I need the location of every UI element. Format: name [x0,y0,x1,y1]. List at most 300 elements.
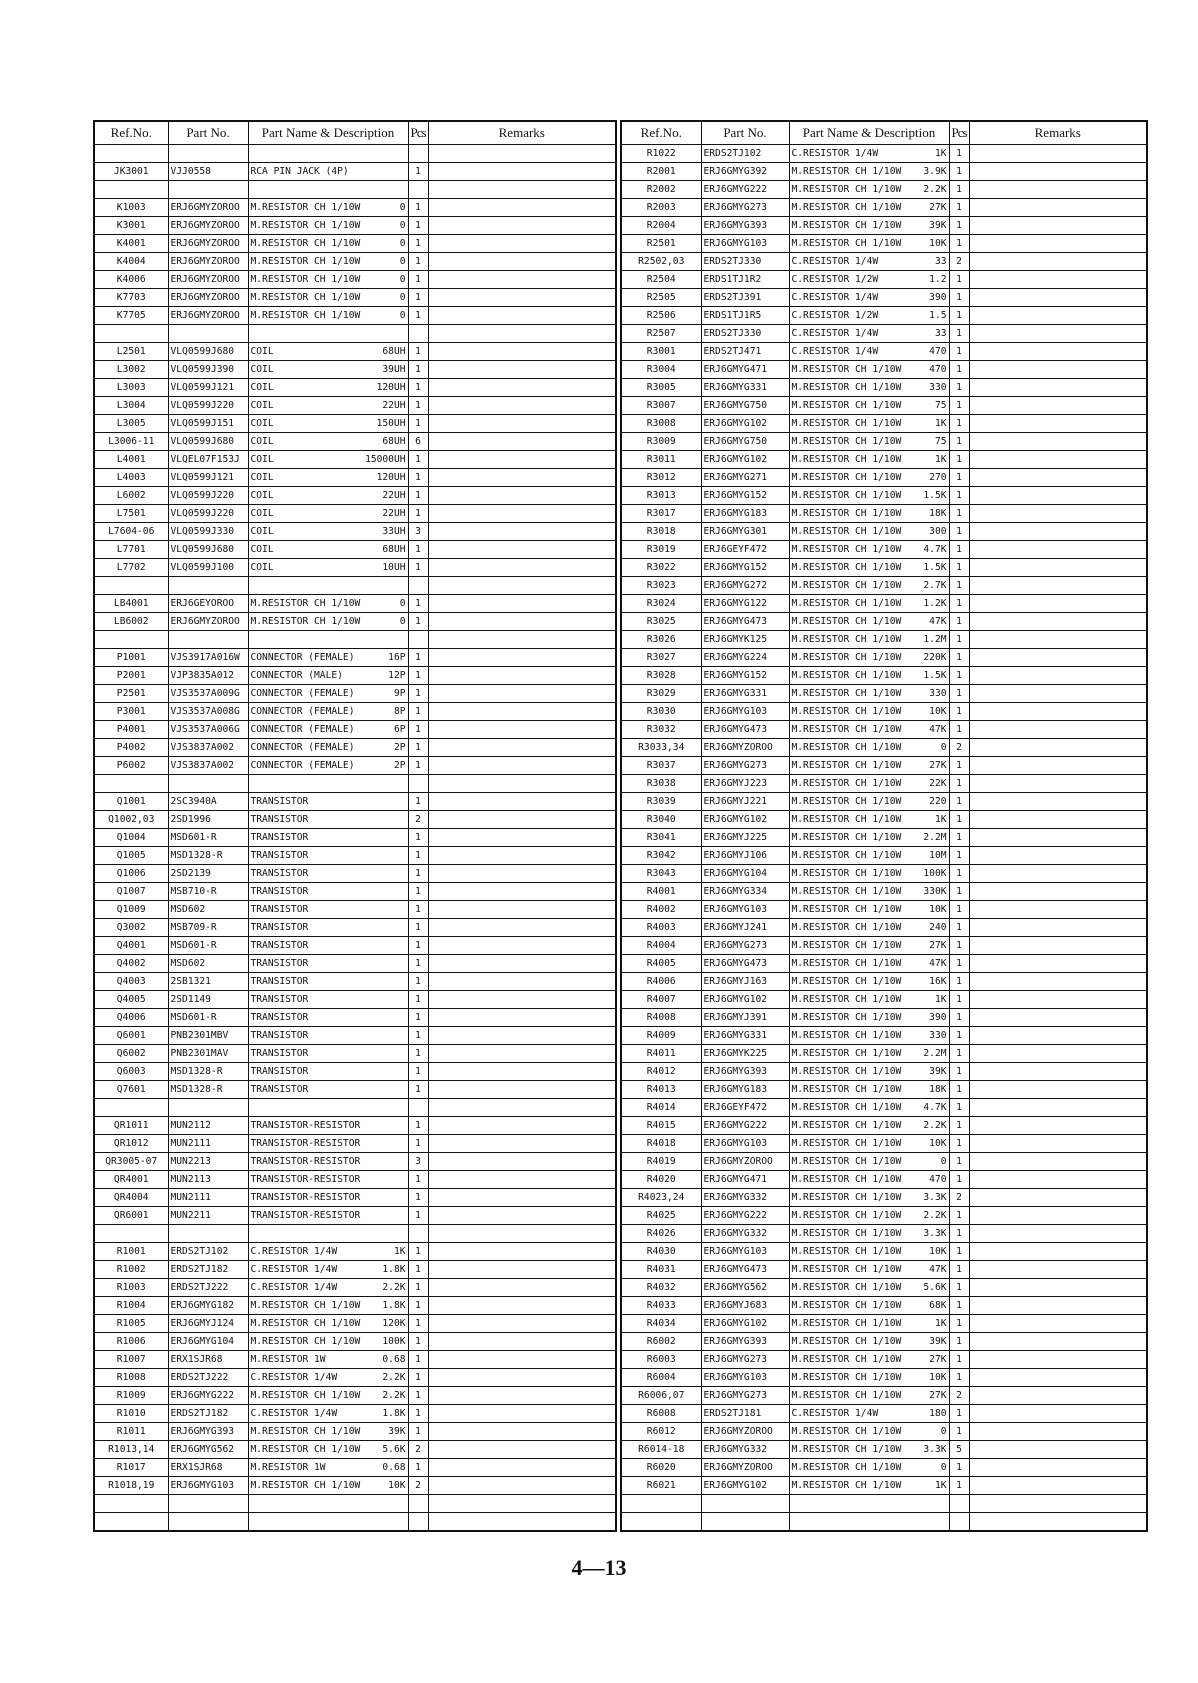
value-text: 22UH [382,508,406,519]
value-text [402,850,406,861]
part-no-cell: ERJ6GMYG102 [701,991,789,1009]
ref-no-cell: K1003 [94,199,168,217]
part-no-cell: ERJ6GMYG103 [701,1135,789,1153]
value-text: 39K [929,220,947,231]
description-cell [248,937,408,955]
remarks-cell [969,1315,1147,1333]
pcs-cell: 1 [949,1477,969,1495]
table-row [621,1189,1147,1207]
remarks-cell [428,1225,616,1243]
pcs-cell: 1 [408,1369,428,1387]
value-text [402,868,406,879]
ref-no-cell: Q6002 [94,1045,168,1063]
description-text: M.RESISTOR CH 1/10W [791,1210,902,1221]
description-text: TRANSISTOR [250,1030,309,1041]
ref-no-cell: R4008 [621,1009,701,1027]
ref-no-cell: R3004 [621,361,701,379]
description-cell [789,361,949,379]
remarks-cell [969,667,1147,685]
ref-no-cell [94,325,168,343]
remarks-cell [969,703,1147,721]
table-row [621,667,1147,685]
table-row [621,631,1147,649]
ref-no-cell: R2003 [621,199,701,217]
description-cell [248,1189,408,1207]
table-row [621,577,1147,595]
value-text: 3.3K [923,1228,947,1239]
part-no-cell: ERDS2TJ391 [701,289,789,307]
description-text: COIL [250,562,274,573]
value-text: 18K [929,508,947,519]
description-cell [248,919,408,937]
table-row [621,1261,1147,1279]
table-row [94,1297,616,1315]
remarks-cell [969,577,1147,595]
remarks-cell [428,1333,616,1351]
part-no-cell: ERJ6GMYZOROO [168,199,248,217]
remarks-header: Remarks [428,121,616,145]
pcs-cell: 1 [949,775,969,793]
description-cell [789,937,949,955]
remarks-cell [969,1333,1147,1351]
part-no-cell: ERJ6GMYG473 [701,1261,789,1279]
description-text: C.RESISTOR 1/4W [791,328,879,339]
part-no-cell: ERJ6GMYG301 [701,523,789,541]
table-row [94,757,616,775]
value-text: 10K [388,1480,406,1491]
pcs-header: Pcs [949,121,969,145]
value-text: 0 [940,1426,947,1437]
value-text: 39UH [382,364,406,375]
remarks-cell [428,271,616,289]
part-no-cell: MSB710-R [168,883,248,901]
ref-no-cell: R3043 [621,865,701,883]
table-row [94,541,616,559]
value-text: 2.2M [923,1048,947,1059]
part-no-cell: ERJ6GMYG104 [701,865,789,883]
remarks-cell [428,1405,616,1423]
ref-no-cell [94,1225,168,1243]
ref-no-cell: Q3002 [94,919,168,937]
table-row [621,757,1147,775]
pcs-cell: 1 [408,307,428,325]
description-cell [789,199,949,217]
part-no-cell: MSD602 [168,955,248,973]
ref-no-cell: R2505 [621,289,701,307]
ref-no-cell: L3005 [94,415,168,433]
remarks-cell [428,1027,616,1045]
table-row [621,1387,1147,1405]
table-row [621,739,1147,757]
remarks-cell [969,469,1147,487]
pcs-cell: 1 [408,1279,428,1297]
ref-no-cell: R4031 [621,1261,701,1279]
description-text: M.RESISTOR CH 1/10W [791,598,902,609]
remarks-cell [428,667,616,685]
value-text: 39K [388,1426,406,1437]
value-text: 1.2M [923,634,947,645]
pcs-cell: 1 [949,325,969,343]
value-text: 75 [934,436,947,447]
ref-no-cell: L3003 [94,379,168,397]
table-row [621,523,1147,541]
ref-no-cell: R1003 [94,1279,168,1297]
description-cell [248,829,408,847]
value-text: 33 [934,256,947,267]
pcs-cell: 1 [408,793,428,811]
part-no-cell: ERJ6GMYG152 [701,559,789,577]
table-row [94,325,616,343]
description-cell [248,415,408,433]
description-cell [248,541,408,559]
ref-no-cell: R1010 [94,1405,168,1423]
remarks-cell [428,577,616,595]
part-no-cell: ERJ6GMYG272 [701,577,789,595]
value-text: 22UH [382,490,406,501]
description-text: M.RESISTOR CH 1/10W [250,274,361,285]
description-text: M.RESISTOR 1W [250,1354,326,1365]
description-cell [789,811,949,829]
ref-no-cell [94,1513,168,1532]
part-no-cell: ERDS2TJ330 [701,253,789,271]
description-cell [789,1513,949,1532]
table-row [621,829,1147,847]
pcs-header: Pcs [408,121,428,145]
description-cell [789,1099,949,1117]
description-cell [248,1171,408,1189]
remarks-cell [969,937,1147,955]
ref-no-cell: R6006,07 [621,1387,701,1405]
ref-no-cell: R3018 [621,523,701,541]
ref-no-cell: R4033 [621,1297,701,1315]
ref-no-cell: R4023,24 [621,1189,701,1207]
part-no-cell: ERX1SJR68 [168,1459,248,1477]
description-text: TRANSISTOR [250,886,309,897]
table-row [94,469,616,487]
ref-no-cell: R2001 [621,163,701,181]
part-no-cell: ERJ6GMYZOROO [168,307,248,325]
table-row [94,1189,616,1207]
ref-no-cell: R1011 [94,1423,168,1441]
pcs-cell [408,775,428,793]
ref-no-cell: Q4002 [94,955,168,973]
table-row [94,289,616,307]
description-text: M.RESISTOR CH 1/10W [791,652,902,663]
value-text [402,832,406,843]
part-no-cell: MUN2111 [168,1189,248,1207]
ref-no-cell: R3013 [621,487,701,505]
description-text: TRANSISTOR-RESISTOR [250,1174,361,1185]
table-row [621,649,1147,667]
description-cell [789,1459,949,1477]
part-no-cell: ERDS2TJ222 [168,1279,248,1297]
value-text: 1.8K [382,1264,406,1275]
description-text: M.RESISTOR CH 1/10W [791,1444,902,1455]
description-cell [789,1261,949,1279]
ref-no-cell: R2506 [621,307,701,325]
description-cell [248,307,408,325]
description-text: C.RESISTOR 1/4W [250,1264,338,1275]
ref-no-cell [94,1099,168,1117]
table-row [94,991,616,1009]
ref-no-cell: R4002 [621,901,701,919]
description-text: COIL [250,472,274,483]
description-text: M.RESISTOR CH 1/10W [791,724,902,735]
description-text: M.RESISTOR CH 1/10W [791,1300,902,1311]
description-cell [789,1315,949,1333]
description-text: M.RESISTOR CH 1/10W [791,166,902,177]
part-no-cell: ERJ6GMYZOROO [168,217,248,235]
description-text: CONNECTOR (FEMALE) [250,652,355,663]
description-cell [248,397,408,415]
ref-no-cell: R4009 [621,1027,701,1045]
pcs-cell: 1 [949,901,969,919]
part-no-cell: ERDS1TJ1R5 [701,307,789,325]
ref-no-cell: R1017 [94,1459,168,1477]
value-text: 10K [929,706,947,717]
remarks-cell [428,1459,616,1477]
value-text [402,1030,406,1041]
ref-no-cell: R3017 [621,505,701,523]
part-no-cell: ERJ6GMYG750 [701,433,789,451]
table-row [621,811,1147,829]
description-cell [789,577,949,595]
description-cell [248,757,408,775]
pcs-cell: 1 [408,271,428,289]
remarks-cell [428,1243,616,1261]
part-no-cell [168,145,248,163]
value-text: 27K [929,1390,947,1401]
pcs-cell: 1 [408,487,428,505]
remarks-cell [428,217,616,235]
description-text: M.RESISTOR CH 1/10W [791,706,902,717]
description-text: M.RESISTOR CH 1/10W [791,544,902,555]
description-text: M.RESISTOR CH 1/10W [791,562,902,573]
remarks-cell [428,955,616,973]
table-row [94,343,616,361]
table-row [621,1081,1147,1099]
description-cell [248,973,408,991]
table-row [621,1063,1147,1081]
part-no-cell: ERJ6GMYG331 [701,1027,789,1045]
pcs-cell [949,1513,969,1532]
description-header: Part Name & Description [789,121,949,145]
part-no-cell: ERJ6GEYOROO [168,595,248,613]
pcs-cell: 1 [949,487,969,505]
part-no-cell: ERJ6GMYZOROO [168,289,248,307]
part-no-cell: ERJ6GMYG103 [701,703,789,721]
table-row [94,253,616,271]
ref-no-cell: R1018,19 [94,1477,168,1495]
pcs-cell: 1 [949,1027,969,1045]
description-cell [248,955,408,973]
table-row [94,1153,616,1171]
remarks-cell [428,1189,616,1207]
value-text: 2P [393,760,406,771]
table-row [621,775,1147,793]
part-no-cell: ERJ6GMYG273 [701,1387,789,1405]
table-row [94,1207,616,1225]
ref-no-cell: L4003 [94,469,168,487]
pcs-cell: 1 [949,577,969,595]
value-text: 22K [929,778,947,789]
description-cell [789,523,949,541]
remarks-cell [969,1243,1147,1261]
description-cell [789,415,949,433]
value-text: 47K [929,1264,947,1275]
part-no-cell: ERJ6GMYG393 [701,1063,789,1081]
remarks-cell [969,1351,1147,1369]
description-text: CONNECTOR (MALE) [250,670,343,681]
pcs-cell: 1 [949,1423,969,1441]
remarks-cell [969,505,1147,523]
table-row [621,1423,1147,1441]
pcs-cell: 1 [408,217,428,235]
value-text: 470 [929,346,947,357]
remarks-cell [428,1387,616,1405]
table-row [621,469,1147,487]
pcs-cell [408,145,428,163]
part-no-header: Part No. [701,121,789,145]
table-row [621,307,1147,325]
part-no-cell [168,775,248,793]
ref-no-cell: R3007 [621,397,701,415]
remarks-cell [428,1369,616,1387]
value-text: 120K [382,1318,406,1329]
ref-no-cell: R3025 [621,613,701,631]
description-text: M.RESISTOR CH 1/10W [791,1480,902,1491]
part-no-cell: ERJ6GMYG331 [701,379,789,397]
part-no-cell: ERJ6GMYG273 [701,1351,789,1369]
description-cell [789,1495,949,1513]
value-text: 0 [399,256,406,267]
value-text: 1K [934,994,947,1005]
description-cell [789,667,949,685]
part-no-cell [168,1099,248,1117]
table-row [621,361,1147,379]
description-text: M.RESISTOR CH 1/10W [791,1174,902,1185]
part-no-cell: ERJ6GMYG182 [168,1297,248,1315]
pcs-cell: 1 [949,685,969,703]
ref-no-cell: L6002 [94,487,168,505]
part-no-cell: ERJ6GMYG393 [701,1333,789,1351]
description-cell [248,199,408,217]
description-cell [789,973,949,991]
table-row [621,1513,1147,1532]
part-no-cell: ERJ6GMYG102 [701,1315,789,1333]
pcs-cell: 1 [408,1045,428,1063]
pcs-cell: 1 [408,1063,428,1081]
table-row [94,919,616,937]
ref-no-cell: QR1012 [94,1135,168,1153]
description-text: M.RESISTOR CH 1/10W [791,508,902,519]
description-cell [789,685,949,703]
remarks-cell [969,1513,1147,1532]
remarks-cell [428,253,616,271]
description-cell [789,1153,949,1171]
description-text: M.RESISTOR CH 1/10W [791,850,902,861]
remarks-cell [969,613,1147,631]
description-cell [789,235,949,253]
description-cell [789,451,949,469]
description-cell [789,541,949,559]
description-text: M.RESISTOR CH 1/10W [791,814,902,825]
value-text [402,1192,406,1203]
description-text: M.RESISTOR CH 1/10W [791,634,902,645]
table-row [621,991,1147,1009]
part-no-cell: ERDS2TJ471 [701,343,789,361]
description-text: M.RESISTOR CH 1/10W [791,364,902,375]
table-row [94,451,616,469]
ref-no-cell: K7705 [94,307,168,325]
part-no-cell: ERJ6GMYJ225 [701,829,789,847]
remarks-cell [428,145,616,163]
table-row [621,1045,1147,1063]
table-row [621,1153,1147,1171]
description-cell [248,685,408,703]
ref-no-cell [94,145,168,163]
part-no-cell: MSB709-R [168,919,248,937]
description-cell [248,901,408,919]
table-row [621,1369,1147,1387]
pcs-cell: 1 [408,343,428,361]
table-row [621,1333,1147,1351]
part-no-cell: ERJ6GMYG473 [701,613,789,631]
value-text: 120UH [376,382,406,393]
remarks-cell [969,1207,1147,1225]
pcs-cell: 1 [949,289,969,307]
table-row [94,559,616,577]
pcs-cell: 1 [408,1009,428,1027]
pcs-cell: 1 [949,865,969,883]
table-row [621,1009,1147,1027]
table-row [94,1369,616,1387]
value-text: 330 [929,1030,947,1041]
part-no-cell: ERJ6GMYJ683 [701,1297,789,1315]
remarks-cell [969,1063,1147,1081]
pcs-cell: 1 [408,955,428,973]
part-no-cell: ERJ6GMYJ106 [701,847,789,865]
description-text: M.RESISTOR CH 1/10W [791,184,902,195]
table-row [621,163,1147,181]
value-text [402,994,406,1005]
ref-no-cell: K4001 [94,235,168,253]
description-cell [248,271,408,289]
table-row [621,325,1147,343]
table-row [621,1279,1147,1297]
part-no-cell: ERJ6GMYG222 [701,1117,789,1135]
table-row [94,1243,616,1261]
ref-no-cell: R4013 [621,1081,701,1099]
value-text: 2.2M [923,832,947,843]
remarks-cell [428,1315,616,1333]
ref-no-cell: R3011 [621,451,701,469]
part-no-cell: 2SD1996 [168,811,248,829]
ref-no-cell: R4006 [621,973,701,991]
remarks-cell [428,1279,616,1297]
description-text: COIL [250,508,274,519]
table-row [621,235,1147,253]
value-text: 39K [929,1066,947,1077]
description-cell [789,1009,949,1027]
pcs-cell: 3 [408,523,428,541]
table-row [621,343,1147,361]
part-no-cell: ERX1SJR68 [168,1351,248,1369]
description-cell [248,631,408,649]
description-text: M.RESISTOR CH 1/10W [791,1426,902,1437]
table-row [94,397,616,415]
description-cell [789,1387,949,1405]
